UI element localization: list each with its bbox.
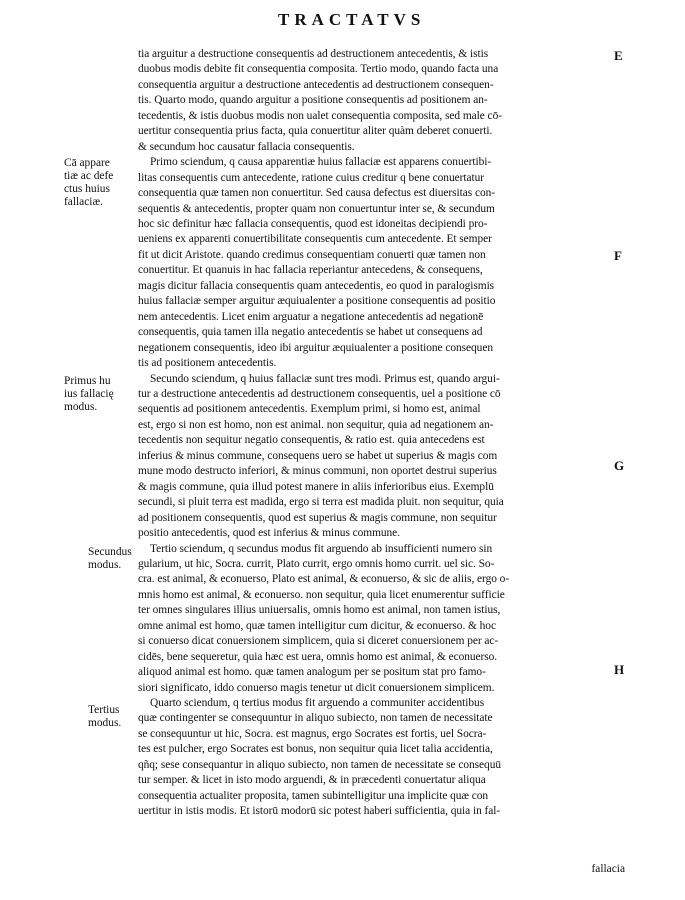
text-line: consequentis, quia tamen illa negatio antecedentis se habet ut consequens ad (138, 326, 483, 339)
text-line: tes est pulcher, ergo Socrates est bonus, non sequitur quia licet talia accidentia, (138, 743, 493, 756)
text-line: aliquod animal est homo. quæ tamen analogum per se positum stat pro famo- (138, 666, 486, 679)
text-line: ueniens ex apparenti conuertibilitate consequentis cum antecedente. Et semper (138, 233, 492, 246)
margin-note-second-mode: Secundus modus. (88, 546, 132, 571)
text-line: quæ contingenter se consequuntur in aliquo subiecto, non tamen de necessitate (138, 712, 493, 725)
text-line: Tertio sciendum, q secundus modus fit arguendo ab insufficienti numero sin (150, 542, 493, 555)
text-line: tur semper. & licet in isto modo arguendi, & in præcedenti conuertatur aliqua (138, 774, 486, 787)
text-line: tis. Quarto modo, quando arguitur a positione consequentis ad positionem an- (138, 94, 488, 107)
text-line: huius fallaciæ semper arguitur æquiualenter a positione consequentis ad positio (138, 295, 496, 308)
text-line: tia arguitur a destructione consequentis ad destructionem antecedentis, & istis (138, 48, 489, 60)
text-line: si conuerso dicat conuersionem simplicem, quia si diceret conuersionem per ac- (138, 635, 499, 648)
text-line: inferius & minus commune, consequens uero se habet ut superius & magis com (138, 449, 498, 462)
text-line: nem antecedentis. Licet enim arguatur a negatione antecedentis ad negationē (138, 310, 484, 323)
text-line: consequentia arguitur a destructione antecedentis ad destructionem consequen- (138, 78, 494, 91)
section-letter-f: F (614, 248, 622, 263)
text-line: se consequuntur ut hic, Socra. est magnus, ergo Socrates est fortis, uel Socra- (138, 727, 487, 740)
section-letter-g: G (614, 458, 625, 473)
text-line: & secundum hoc causatur fallacia consequentis. (138, 140, 355, 153)
text-line: negationem consequentis, ideo ibi arguitur æquiualenter a positione consequen (138, 341, 493, 354)
text-line: hoc sic definitur hæc fallacia consequentis, quod est idoneitas decipiendi pro- (138, 217, 488, 230)
text-line: cra. est animal, & econuerso, Plato est animal, & econuerso, & sic de aliis, ergo o- (138, 573, 510, 586)
text-line: sequentis ad positionem antecedentis. Exemplum primi, si homo est, animal (138, 403, 481, 416)
text-line: est, ergo si non est homo, non est animal. non sequitur, quia ad negationem an- (138, 418, 494, 431)
main-text (138, 47, 608, 820)
section-letter-e: E (614, 48, 623, 63)
text-line: consequentia actualiter proposita, tamen subintelligitur una implicite quæ con (138, 789, 489, 802)
margin-note-first-mode: Primus hu ius fallacię modus. (64, 375, 114, 413)
text-line: ter omnes singulares illius uniuersalis, omnis homo est animal, non tamen istius, (138, 604, 501, 617)
text-line: consequentia quæ tamen non conuertitur. Sed causa defectus est diuersitas con- (138, 187, 496, 200)
text-line: qñq; sese consequantur in aliquo subiecto, non tamen de necessitate se consequū (138, 758, 501, 771)
running-head: TRACTATVS (278, 10, 426, 29)
text-line: positio antecedentis, quod est inferius & minus commune. (138, 527, 400, 540)
text-line: tur a destructione antecedentis ad destructionem consequentis, uel a positione cō (138, 387, 501, 400)
text-line: cidēs, bene sequeretur, quia hæc est uera, omnis homo est animal, & econuerso. (138, 650, 498, 663)
section-letter-h: H (614, 662, 625, 677)
text-line: magis dicitur fallacia consequentis quam antecedentis, eo quod in paralogismis (138, 279, 495, 292)
text-line: sequentis & antecedentis, propter quam non conuertuntur inter se, & secundum (138, 202, 495, 215)
text-line: mnis homo est animal, & econuerso. non sequitur, quia licet enumerentur sufficie (138, 588, 505, 601)
text-line: secundi, si pluit terra est madida, ergo si terra est madida pluit. non sequitur, quia (138, 496, 504, 509)
text-line: Secundo sciendum, q huius fallaciæ sunt tres modi. Primus est, quando argui- (150, 372, 500, 385)
margin-note-third-mode: Tertius modus. (88, 704, 122, 729)
text-line: tecedentis non sequitur negatio consequentis, & ratio est. quia antecedens est (138, 434, 485, 447)
text-line: fit ut dicit Aristote. quando credimus consequentiam conuerti quæ tamen non (138, 248, 486, 261)
text-line: uertitur consequentia prius facta, quia conuertitur aliter quàm deberet conuerti. (138, 125, 493, 138)
text-line: conuertitur. Et quanuis in hac fallacia reperiantur antecedens, & consequens, (138, 264, 483, 277)
catchword: fallacia (591, 863, 625, 875)
text-line: & magis commune, quia illud potest manere in aliis inferioribus eius. Exemplū (138, 480, 494, 493)
text-line: omne animal est homo, quæ tamen intelligitur cum dicitur, & econuerso. & hoc (138, 619, 496, 632)
text-line: litas consequentis cum antecedente, ratione cuius creditur q bene conuertatur (138, 171, 484, 184)
text-line: gularium, ut hic, Socra. currit, Plato currit, ergo omnis homo currit. uel sic. So- (138, 557, 495, 570)
text-line: duobus modis debite fit consequentia composita. Tertio modo, quando facta una (138, 63, 499, 76)
text-line: uertitur in istis modis. Et istorū modorū sic potest haberi sufficientia, quia in fal- (138, 805, 501, 818)
text-line: ad positionem consequentis, quod est superius & magis commune, non sequitur (138, 511, 497, 524)
text-line: Primo sciendum, q causa apparentiæ huius fallaciæ est apparens conuertibi- (150, 156, 492, 169)
margin-note-cause: Cā appare tiæ ac defe ctus huius fallaciæ. (64, 157, 114, 208)
text-line: siori significato, iddo conuerso magis tenetur ut dicit conuersionem simplicem. (138, 681, 495, 694)
text-line: Quarto sciendum, q tertius modus fit arguendo a communiter accidentibus (150, 697, 485, 710)
text-line: mune modo destructo inferiori, & minus communi, non oportet destrui superius (138, 465, 497, 478)
text-line: tecedentis, & istis duobus modis non ualet consequentia composita, sed male cō- (138, 109, 502, 122)
text-line: tis ad positionem antecedentis. (138, 357, 277, 370)
